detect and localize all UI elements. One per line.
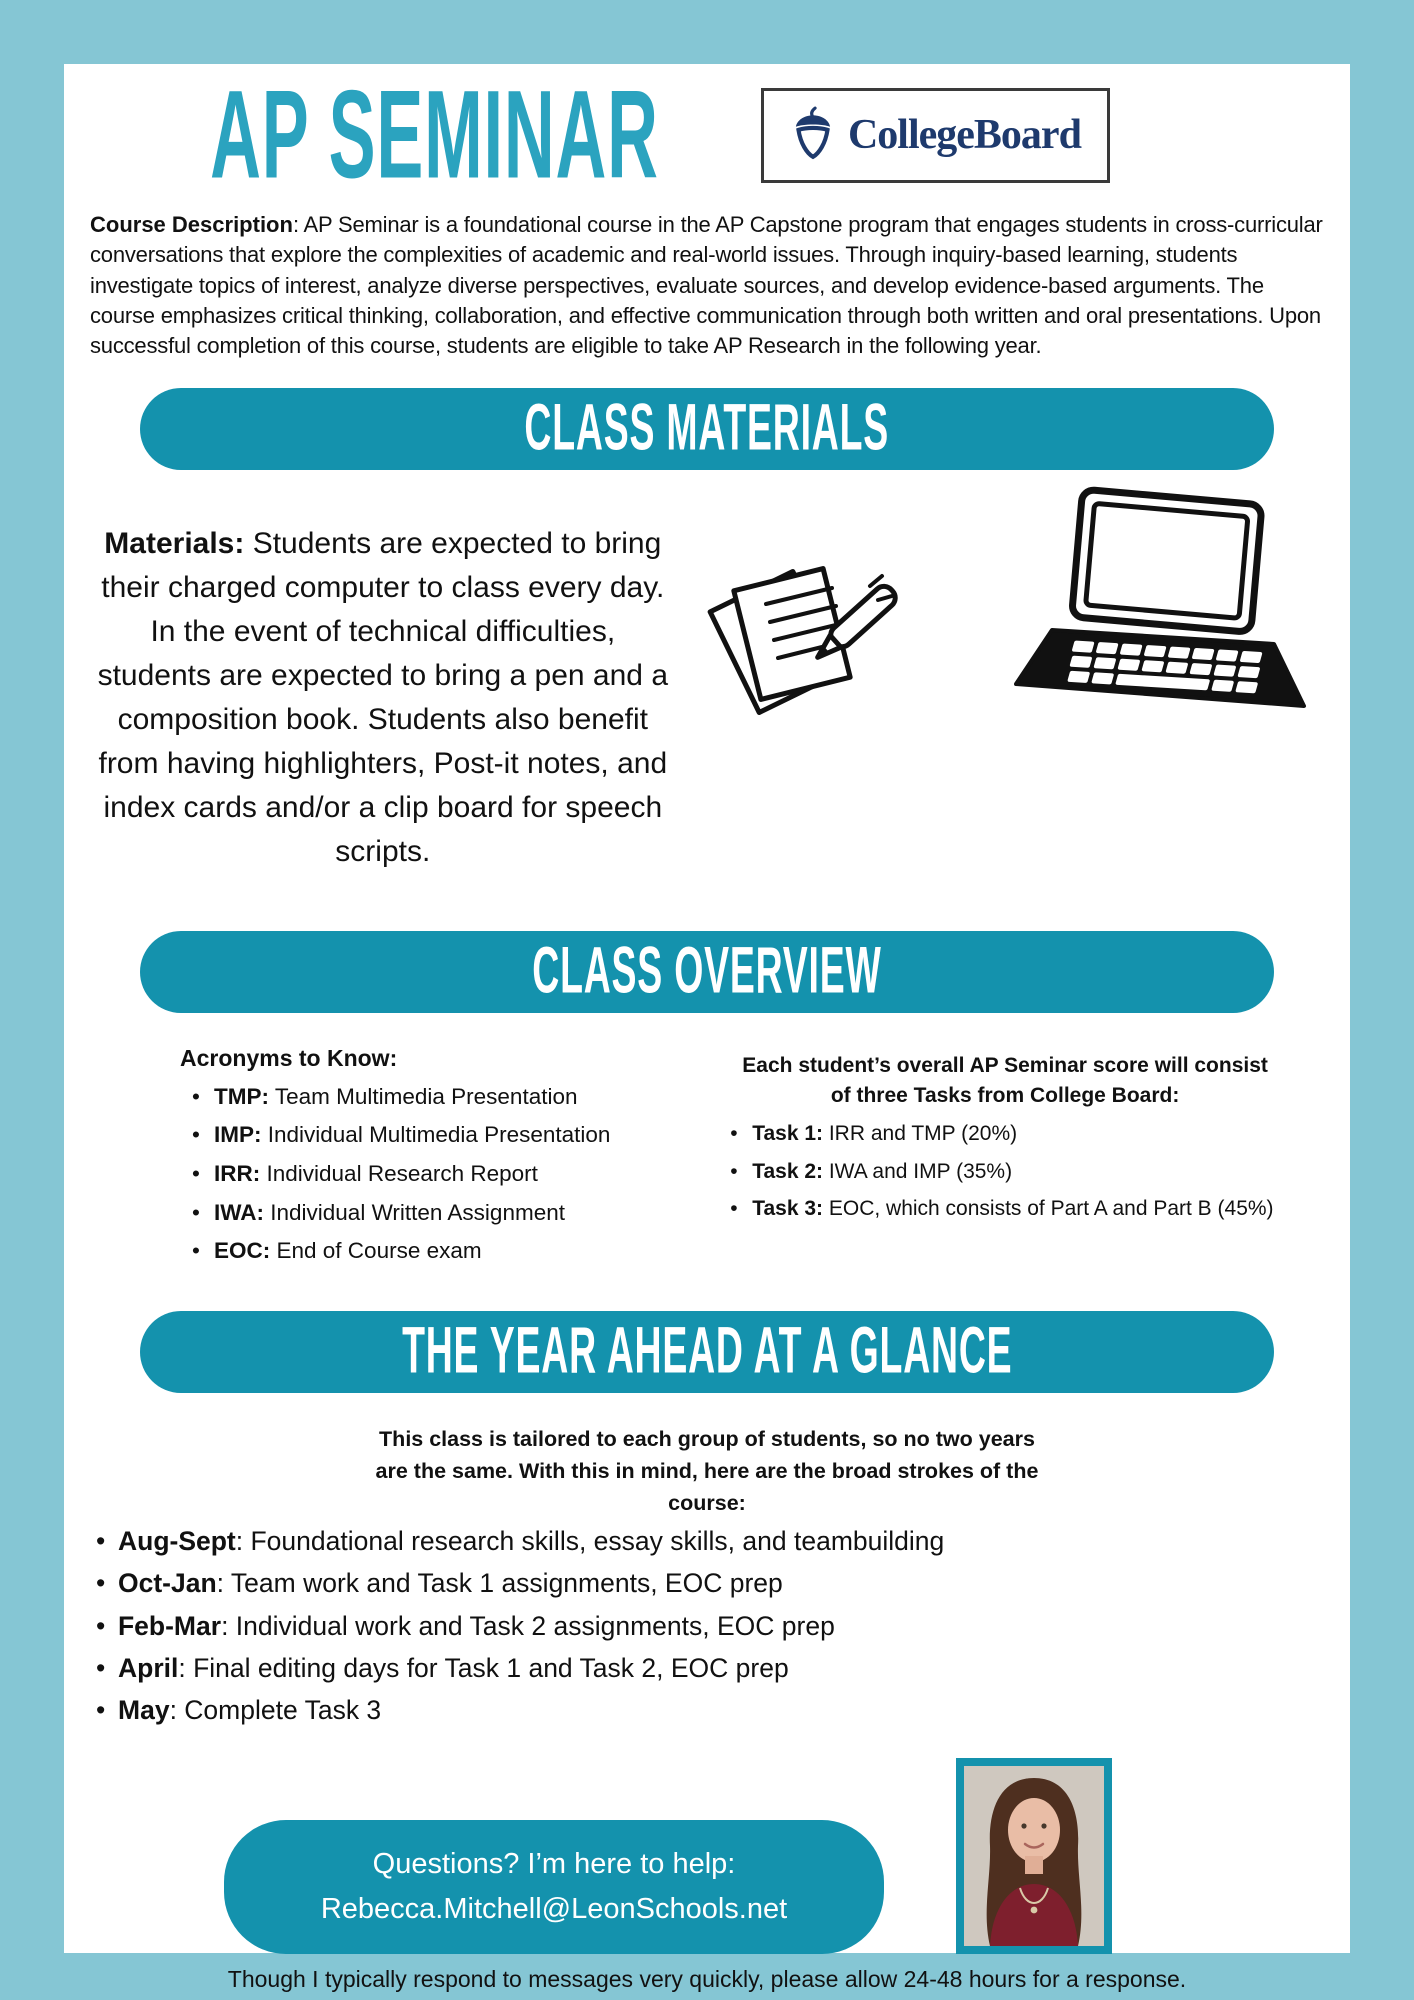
timeline-list (84, 1520, 1330, 1732)
class-overview-banner-title: CLASS OVERVIEW (532, 934, 882, 1008)
page-title: AP SEMINAR (210, 64, 659, 205)
task-item: • Task 3: EOC, which consists of Part A and Part B (45%) (718, 1190, 1292, 1227)
contact-email[interactable]: Rebecca.Mitchell@LeonSchools.net (320, 1892, 788, 1925)
acorn-icon (790, 105, 836, 166)
acronym-item: • IWA: Individual Written Assignment (180, 1194, 718, 1233)
contact-help-line: Questions? I’m here to help: (372, 1847, 736, 1880)
year-ahead-intro: This class is tailored to each group of students, so no two years are the same. With this in mind, here are the broad strokes of the course: (375, 1426, 1039, 1516)
notepad-pen-icon (704, 534, 904, 739)
acronym-item: • IRR: Individual Research Report (180, 1155, 718, 1194)
acronyms-column (122, 1045, 718, 1271)
timeline-item: • May: Complete Task 3 (84, 1689, 1330, 1731)
contact-row (84, 1758, 1330, 1954)
footer-note: Though I typically respond to messages very quickly, please allow 24-48 hours for a response. (227, 1965, 1187, 1992)
acronym-item: • IMP: Individual Multimedia Presentation (180, 1116, 718, 1155)
year-ahead-banner (140, 1311, 1274, 1393)
flyer-page (64, 64, 1350, 1992)
acronym-item: • TMP: Team Multimedia Presentation (180, 1078, 718, 1117)
class-overview-banner (140, 931, 1274, 1013)
tasks-list (718, 1115, 1292, 1227)
laptop-icon (986, 482, 1316, 757)
tasks-heading: Each student’s overall AP Seminar score will consist of three Tasks from College Board: (742, 1053, 1268, 1107)
tasks-column (718, 1045, 1292, 1271)
materials-label: Materials: (104, 526, 245, 560)
acronym-item: • EOC: End of Course exam (180, 1232, 718, 1271)
course-description-label: Course Description (90, 212, 293, 237)
teacher-photo (956, 1758, 1112, 1954)
task-item: • Task 1: IRR and TMP (20%) (718, 1115, 1292, 1152)
collegeboard-logo (761, 88, 1110, 183)
class-materials-banner-title: CLASS MATERIALS (524, 391, 890, 465)
overview-section (84, 1045, 1330, 1271)
timeline-item: • Oct-Jan: Team work and Task 1 assignments, EOC prep (84, 1562, 1330, 1604)
timeline-item: • Feb-Mar: Individual work and Task 2 assignments, EOC prep (84, 1605, 1330, 1647)
materials-section (84, 492, 1330, 905)
acronyms-heading: Acronyms to Know: (180, 1044, 398, 1071)
materials-body: Students are expected to bring their charged computer to class every day. In the event of technical difficulties, students are expected to bring a pen and a composition book. Students also benefit from having highlighters, Post-it notes, and index cards and/or a clip board for speech scripts. (97, 526, 669, 869)
materials-paragraph (84, 522, 676, 875)
timeline-item: • Aug-Sept: Foundational research skills, essay skills, and teambuilding (84, 1520, 1330, 1562)
year-ahead-banner-title: THE YEAR AHEAD AT A GLANCE (401, 1314, 1013, 1388)
contact-pill (224, 1820, 884, 1954)
header (84, 64, 1330, 205)
timeline-item: • April: Final editing days for Task 1 and Task 2, EOC prep (84, 1647, 1330, 1689)
class-materials-banner (140, 388, 1274, 470)
course-description (90, 210, 1324, 362)
course-description-body: : AP Seminar is a foundational course in the AP Capstone program that engages students in cross-curricular conversations that explore the complexities of academic and real-world issues. Through inquiry-based learning, students investigate topics of interest, analyze diverse perspectives, evaluate sources, and develop evidence-based arguments. The course emphasizes critical thinking, collaboration, and effective communication through both written and oral presentations. Upon successful completion of this course, students are eligible to take AP Research in the following year. (90, 212, 1323, 359)
task-item: • Task 2: IWA and IMP (35%) (718, 1153, 1292, 1190)
materials-illustrations (676, 492, 1330, 905)
acronyms-list (180, 1078, 718, 1271)
collegeboard-wordmark: CollegeBoard (847, 112, 1081, 158)
